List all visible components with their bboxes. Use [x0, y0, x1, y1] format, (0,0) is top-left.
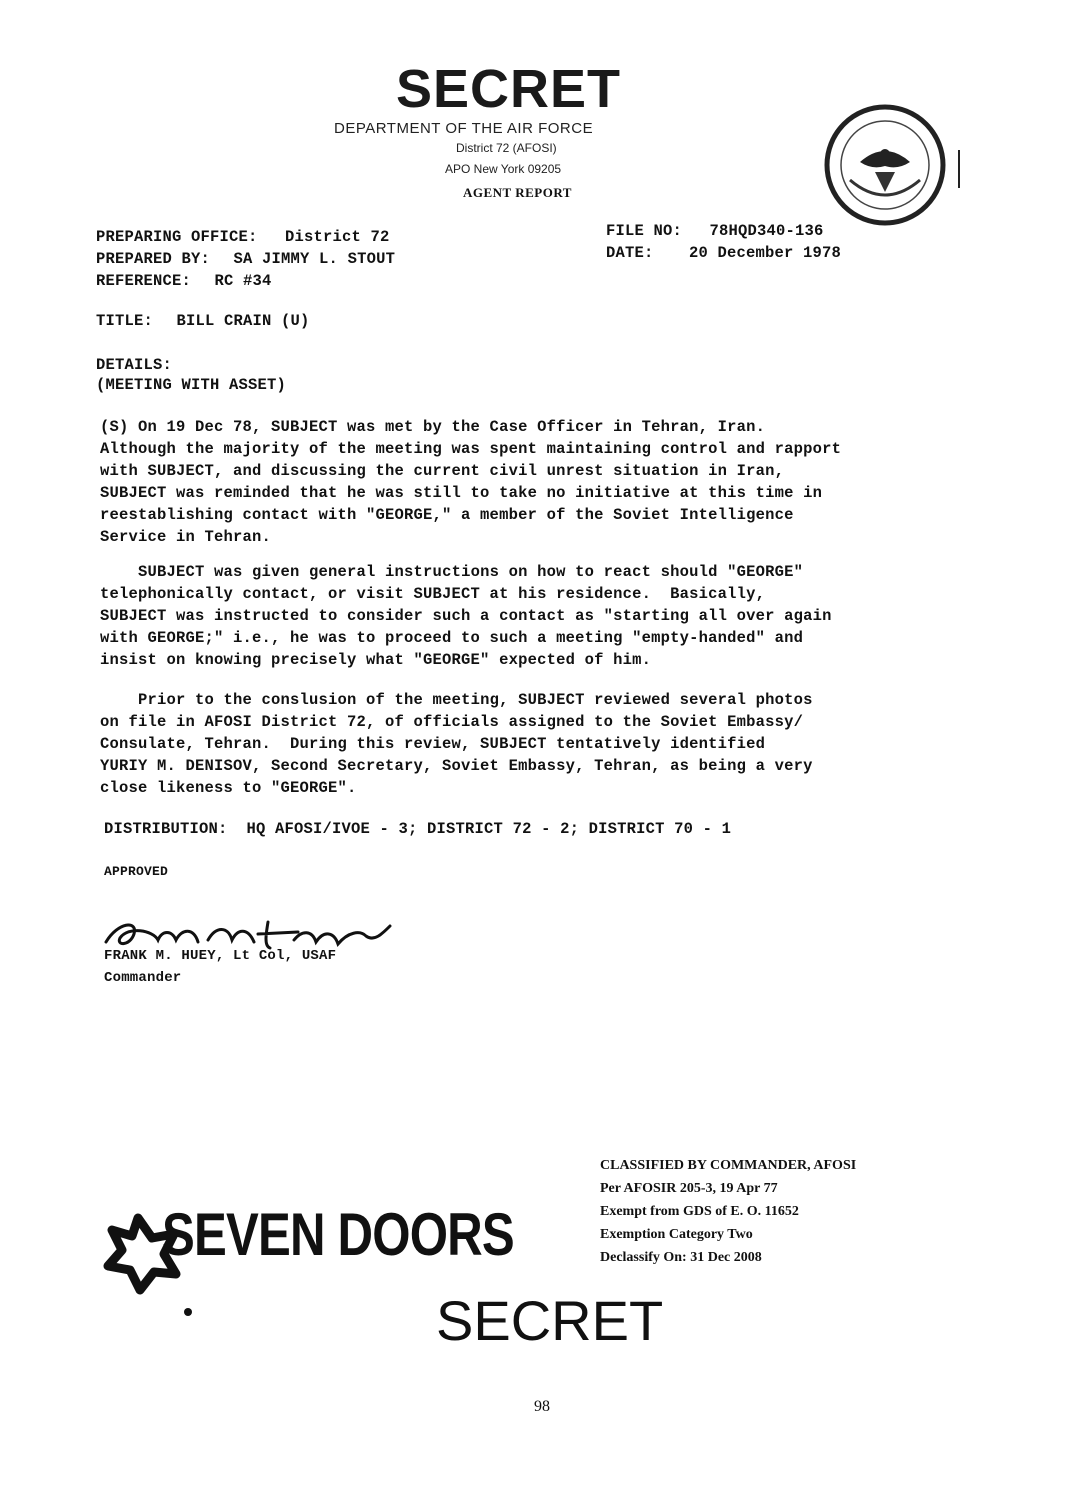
prepared-by-value: SA JIMMY L. STOUT: [233, 250, 396, 268]
approved-label: APPROVED: [104, 864, 169, 879]
classification-line: Declassify On: 31 Dec 2008: [600, 1250, 762, 1265]
reference-row: [96, 272, 272, 290]
date-row: [606, 244, 841, 262]
reference-label: REFERENCE:: [96, 272, 192, 290]
date-value: 20 December 1978: [689, 244, 842, 262]
details-label: DETAILS:: [96, 356, 173, 374]
district-line: District 72 (AFOSI): [456, 141, 557, 155]
title-row: [96, 312, 310, 330]
approver-name: FRANK M. HUEY, Lt Col, USAF: [104, 948, 337, 964]
report-type: AGENT REPORT: [463, 185, 572, 200]
classification-footer: SECRET: [436, 1289, 664, 1352]
title-value: BILL CRAIN (U): [176, 312, 310, 330]
preparing-office-row: [96, 228, 390, 246]
approver-role: Commander: [104, 970, 182, 986]
preparing-office-value: District 72: [285, 228, 390, 246]
margin-mark: [958, 150, 960, 188]
details-sublabel: (MEETING WITH ASSET): [96, 376, 287, 394]
body-paragraph-3: Prior to the conslusion of the meeting, SUBJECT reviewed several photos on file in AFOSI District 72, of officials assigned to the Soviet Embassy/ Consulate, Tehran. During this review, SUBJECT tentatively identified YURIY M. DENISOV, Second Secretary, Soviet Embassy, Tehran, as being a very close likeness to "GEORGE".: [100, 691, 813, 797]
classification-line: Exemption Category Two: [600, 1227, 753, 1242]
apo-line: APO New York 09205: [445, 162, 562, 176]
page-number: 98: [534, 1398, 550, 1415]
date-label: DATE:: [606, 244, 654, 262]
prepared-by-label: PREPARED BY:: [96, 250, 211, 268]
preparing-office-label: PREPARING OFFICE:: [96, 228, 258, 246]
prepared-by-row: [96, 250, 395, 268]
classification-block: [600, 1154, 856, 1269]
reference-value: RC #34: [214, 272, 272, 290]
body-paragraph-2: SUBJECT was given general instructions on how to react should "GEORGE" telephonically contact, or visit SUBJECT at his residence. Basically, SUBJECT was instructed to consider such a contact as "starting all over again with GEORGE;" i.e., he was to proceed to such a meeting "empty-handed" and insist on knowing precisely what "GEORGE" expected of him.: [100, 563, 832, 669]
classification-line: Per AFOSIR 205-3, 19 Apr 77: [600, 1181, 778, 1196]
file-no-label: FILE NO:: [606, 222, 683, 240]
department-name: DEPARTMENT OF THE AIR FORCE: [334, 120, 594, 137]
seven-doors-stamp: SEVEN DOORS: [162, 1201, 514, 1268]
distribution-line: DISTRIBUTION: HQ AFOSI/IVOE - 3; DISTRICT 72 - 2; DISTRICT 70 - 1: [104, 820, 732, 838]
file-no-row: [606, 222, 824, 240]
classification-line: CLASSIFIED BY COMMANDER, AFOSI: [600, 1158, 857, 1173]
dod-seal-icon: [820, 100, 950, 230]
file-no-value: 78HQD340-136: [709, 222, 824, 240]
classification-header: SECRET: [396, 59, 622, 119]
classification-line: Exempt from GDS of E. O. 11652: [600, 1204, 799, 1219]
body-paragraph-1: (S) On 19 Dec 78, SUBJECT was met by the Case Officer in Tehran, Iran. Although the majority of the meeting was spent maintaining control and rapport with SUBJECT, and discussing the current civil unrest situation in Iran, SUBJECT was reminded that he was still to take no initiative at this time in reestablishing contact with "GEORGE," a member of the Soviet Intelligence Service in Tehran.: [100, 418, 842, 546]
title-label: TITLE:: [96, 312, 154, 330]
